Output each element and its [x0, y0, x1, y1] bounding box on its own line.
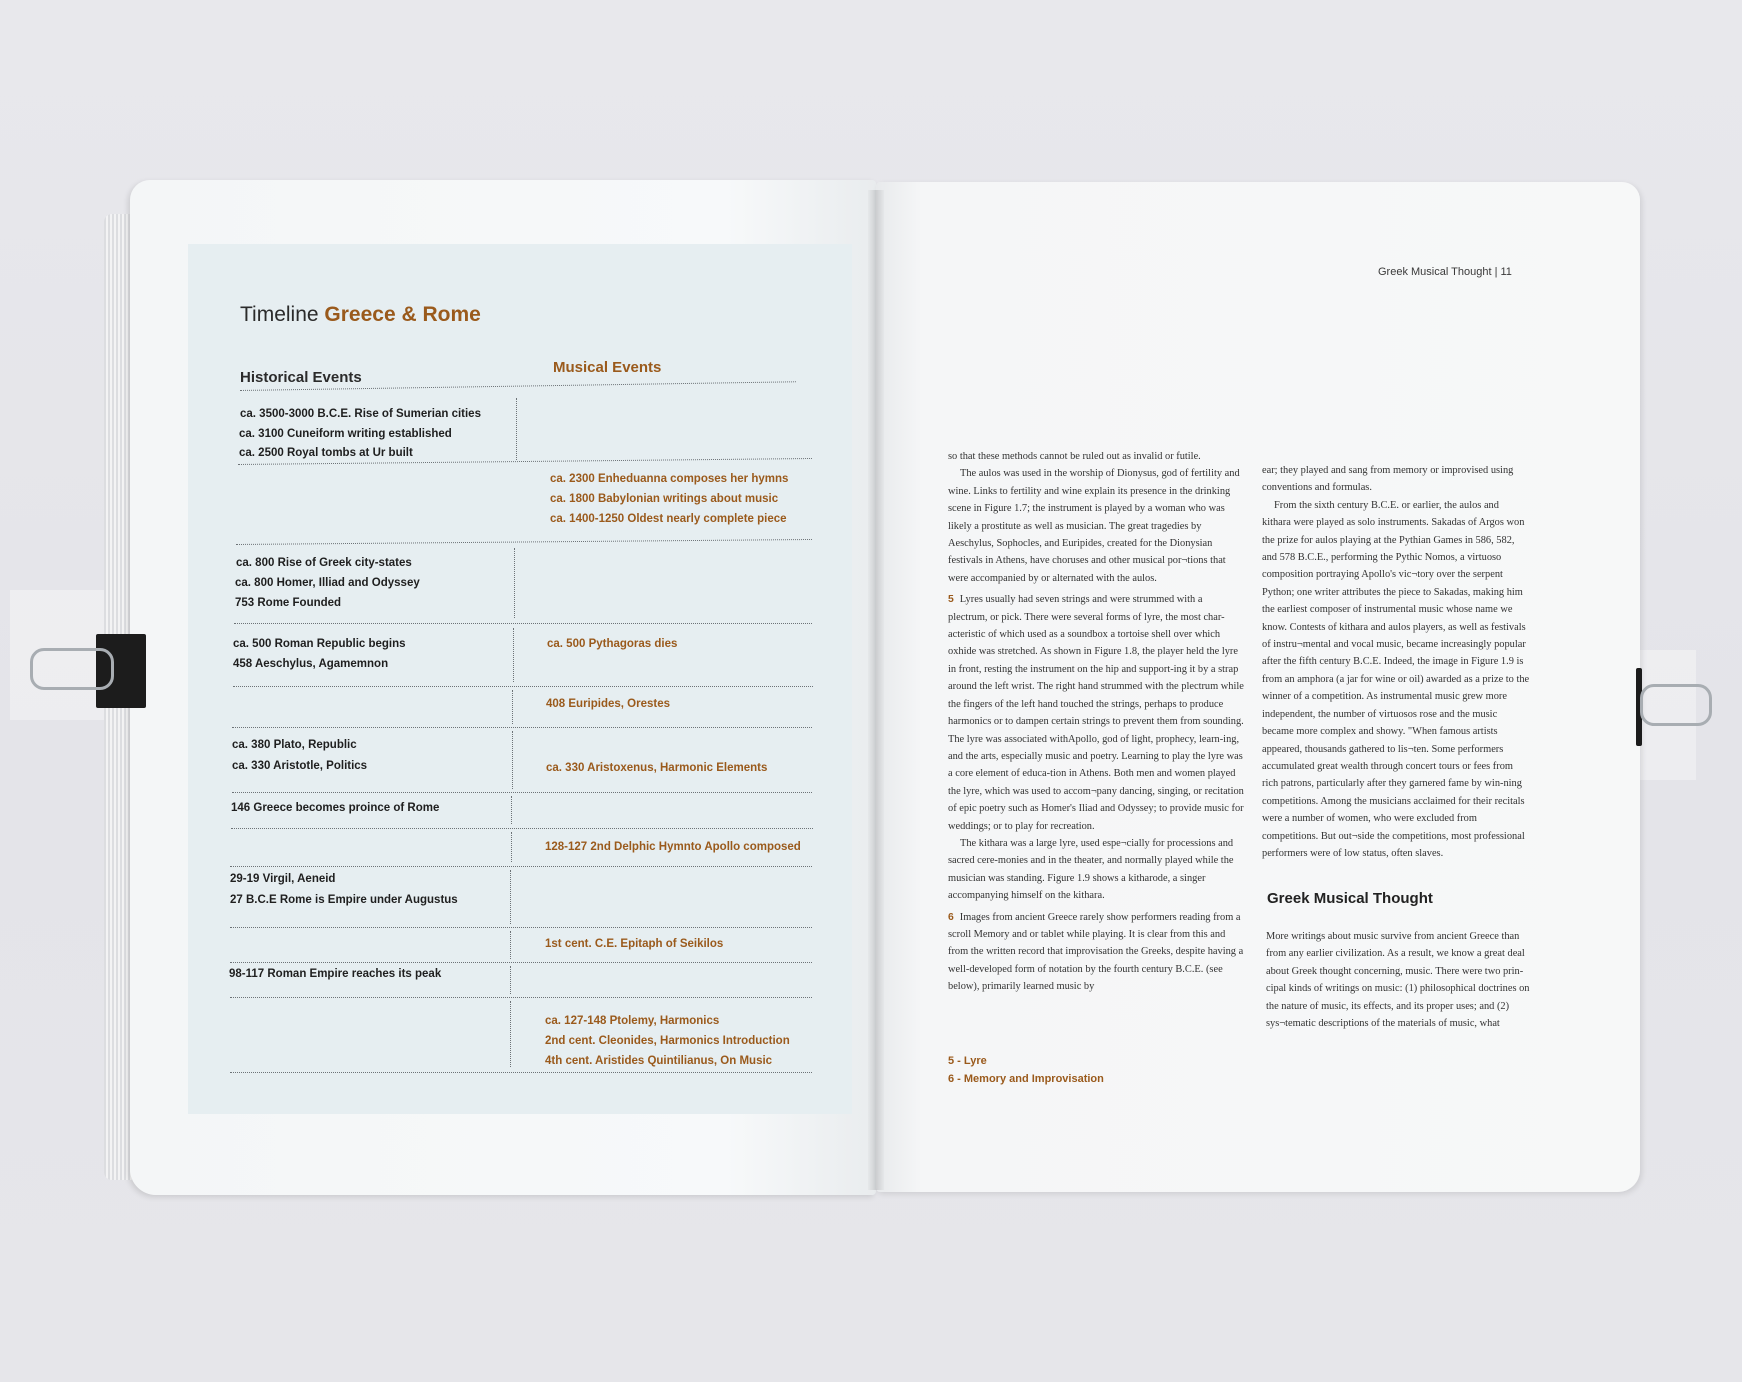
title-accent: Greece & Rome: [324, 303, 481, 326]
running-head: Greek Musical Thought | 11: [1378, 266, 1512, 278]
column-divider: [512, 731, 513, 789]
historical-event: 29-19 Virgil, Aeneid: [230, 873, 336, 885]
title-prefix: Timeline: [240, 303, 319, 326]
paragraph: From the sixth century B.C.E. or earlier, the aulos and kithara were played as solo instruments. Sakadas of Argos won the prize for aulos playing at the Pythian Games in 586, 582, and 578 B.C.E., performing the Pythic Nomos, a virtuoso composition portraying Apollo's vic¬tory over the serpent Python; one writer attributes the piece to Sakadas, making him the earliest composer of instrumental music whose name we know. Contests of kithara and aulos players, as well as festivals of instru¬mental and vocal music, became increasingly popular after the fifth century B.C.E. Indeed, the image in Figure 1.9 is from an amphora (a jar for wine or oil) awarded as a prize to the winner of a competition. As instrumental music grew more independent, the number of virtuosos rose and the music became more complex and showy. "When famous artists appeared, thousands gathered to lis¬ten. Some performers accumulated great wealth through concert tours or fees from rich patrons, particularly after they garnered fame by win-ning competitions. Among the musicians acclaimed for their recitals were a number of women, who were excluded from competitions. But out¬side the competitions, most professional performers were of low status, often slaves.: [1262, 499, 1530, 859]
musical-event: ca. 127-148 Ptolemy, Harmonics: [545, 1015, 720, 1027]
historical-event: 753 Rome Founded: [235, 597, 342, 609]
musical-event: 4th cent. Aristides Quintilianus, On Music: [545, 1055, 773, 1067]
timeline-title: [240, 303, 481, 327]
paragraph-text: Lyres usually had seven strings and were strummed with a plectrum, or pick. There were several forms of lyre, the most char-acteristic of which used as a soundbox a tortoise shell over which oxhide was stretched. As shown in Figure 1.8, the player held the lyre in front, resting the instrument on the hip and support-ing it by a strap around the left wrist. The right hand strummed with the plectrum while the fingers of the left hand touched the strings, perhaps to produce harmonics or to dampen certain strings to prevent them from sounding.: [948, 594, 1244, 728]
paragraph: The lyre was associated withApollo, god of light, prophecy, learn-ing, and the arts, especially music and poetry. Learning to play the lyre was a core element of educa-tion in Athens. Both men and women played the lyre, which was used to accom¬pany dancing, singing, or recitation of epic poetry such as Homer's Iliad and Odyssey; to provide music for weddings; or to play for recreation.: [948, 733, 1244, 832]
column-divider: [510, 931, 511, 959]
historical-event: ca. 3500-3000 B.C.E. Rise of Sumerian cities: [240, 408, 481, 420]
row-divider: [233, 686, 813, 687]
paragraph: More writings about music survive from ancient Greece than from any earlier civilization. As a result, we know a great deal about Greek thought concerning, music. There were two prin-cipal kinds of writings on music: (1) philosophical doctrines on the nature of music, its effects, and its proper uses; and (2) sys¬tematic descriptions of the materials of music, what: [1266, 931, 1530, 1030]
musical-event: 1st cent. C.E. Epitaph of Seikilos: [545, 938, 724, 950]
historical-event: ca. 330 Aristotle, Politics: [232, 760, 368, 772]
historical-event: ca. 2500 Royal tombs at Ur built: [239, 447, 413, 459]
paragraph: ear; they played and sang from memory or improvised using conventions and formulas.: [1262, 465, 1514, 494]
column-divider: [510, 870, 511, 924]
section-heading: Greek Musical Thought: [1267, 890, 1433, 907]
musical-event: 408 Euripides, Orestes: [546, 698, 671, 710]
historical-event: ca. 380 Plato, Republic: [232, 739, 357, 751]
column-divider: [510, 1001, 511, 1067]
row-divider: [230, 927, 812, 928]
column-divider: [511, 796, 512, 824]
musical-event: ca. 500 Pythagoras dies: [547, 638, 678, 650]
musical-event: ca. 330 Aristoxenus, Harmonic Elements: [546, 762, 768, 774]
paragraph: The kithara was a large lyre, used espe¬cially for processions and sacred cere-monies and in the theater, and normally played while the musician was standing. Figure 1.9 shows a kitharode, a singer accompanying himself on the kithara.: [948, 837, 1234, 902]
paragraph: The aulos was used in the worship of Dionysus, god of fertility and wine. Links to fertility and wine explain its presence in the drinking scene in Figure 1.7; the instrument is played by a woman who was likely a prostitute as well as musician. The great tragedies by Aeschylus, Sophocles, and Euripides, created for the Dionysian festivals in Athens, have choruses and other musical por¬tions that were accompanied by or alternated with the aulos.: [948, 468, 1240, 584]
numbered-paragraph: [948, 591, 1244, 730]
row-divider: [232, 727, 812, 728]
text-column-1: [948, 448, 1244, 996]
row-divider: [232, 792, 812, 793]
row-divider: [234, 623, 812, 624]
column-divider: [513, 628, 514, 682]
note-number: 6: [948, 911, 954, 923]
clip-handle-icon: [1640, 684, 1712, 726]
musical-event: ca. 2300 Enheduanna composes her hymns: [550, 473, 789, 485]
historical-event: 27 B.C.E Rome is Empire under Augustus: [230, 894, 458, 906]
numbered-paragraph: [948, 909, 1244, 996]
row-divider: [230, 962, 812, 963]
historical-event: 98-117 Roman Empire reaches its peak: [229, 968, 442, 980]
margin-note: 5 - Lyre: [948, 1055, 987, 1067]
row-divider: [230, 997, 812, 998]
historical-event: 458 Aeschylus, Agamemnon: [233, 658, 389, 670]
paragraph-text: Images from ancient Greece rarely show performers reading from a scroll Memory and or tablet while playing. It is clear from this and from the written record that improvisation the Greeks, despite having a well-developed form of notation by the fourth century B.C.E. (see below), primarily learned music by: [948, 911, 1244, 993]
historical-event: ca. 800 Rise of Greek city-states: [236, 557, 412, 569]
historical-event: 146 Greece becomes proince of Rome: [231, 802, 440, 814]
margin-notes: [948, 1052, 1104, 1088]
clip-handle-icon: [30, 648, 114, 690]
musical-event: 128-127 2nd Delphic Hymnto Apollo composed: [545, 841, 801, 853]
column-divider: [514, 548, 515, 618]
row-divider: [230, 1072, 812, 1073]
musical-event: ca. 1400-1250 Oldest nearly complete piece: [550, 513, 787, 525]
historical-event: ca. 500 Roman Republic begins: [233, 638, 406, 650]
margin-note: 6 - Memory and Improvisation: [948, 1073, 1104, 1085]
note-number: 5: [948, 594, 954, 606]
book-gutter: [868, 190, 884, 1190]
historical-event: ca. 800 Homer, Illiad and Odyssey: [235, 577, 420, 589]
text-column-3: [1266, 928, 1534, 1032]
row-divider: [230, 866, 812, 867]
paragraph: so that these methods cannot be ruled out as invalid or futile.: [948, 451, 1201, 462]
column-divider: [511, 832, 512, 862]
text-column-2: [1262, 462, 1530, 862]
column-divider: [516, 398, 517, 460]
historical-events-heading: Historical Events: [240, 369, 362, 386]
musical-event: ca. 1800 Babylonian writings about music: [550, 493, 779, 505]
column-divider: [512, 690, 513, 724]
musical-event: 2nd cent. Cleonides, Harmonics Introduction: [545, 1035, 790, 1047]
musical-events-heading: Musical Events: [553, 359, 662, 376]
historical-event: ca. 3100 Cuneiform writing established: [239, 428, 452, 440]
column-divider: [510, 966, 511, 994]
row-divider: [231, 828, 813, 829]
